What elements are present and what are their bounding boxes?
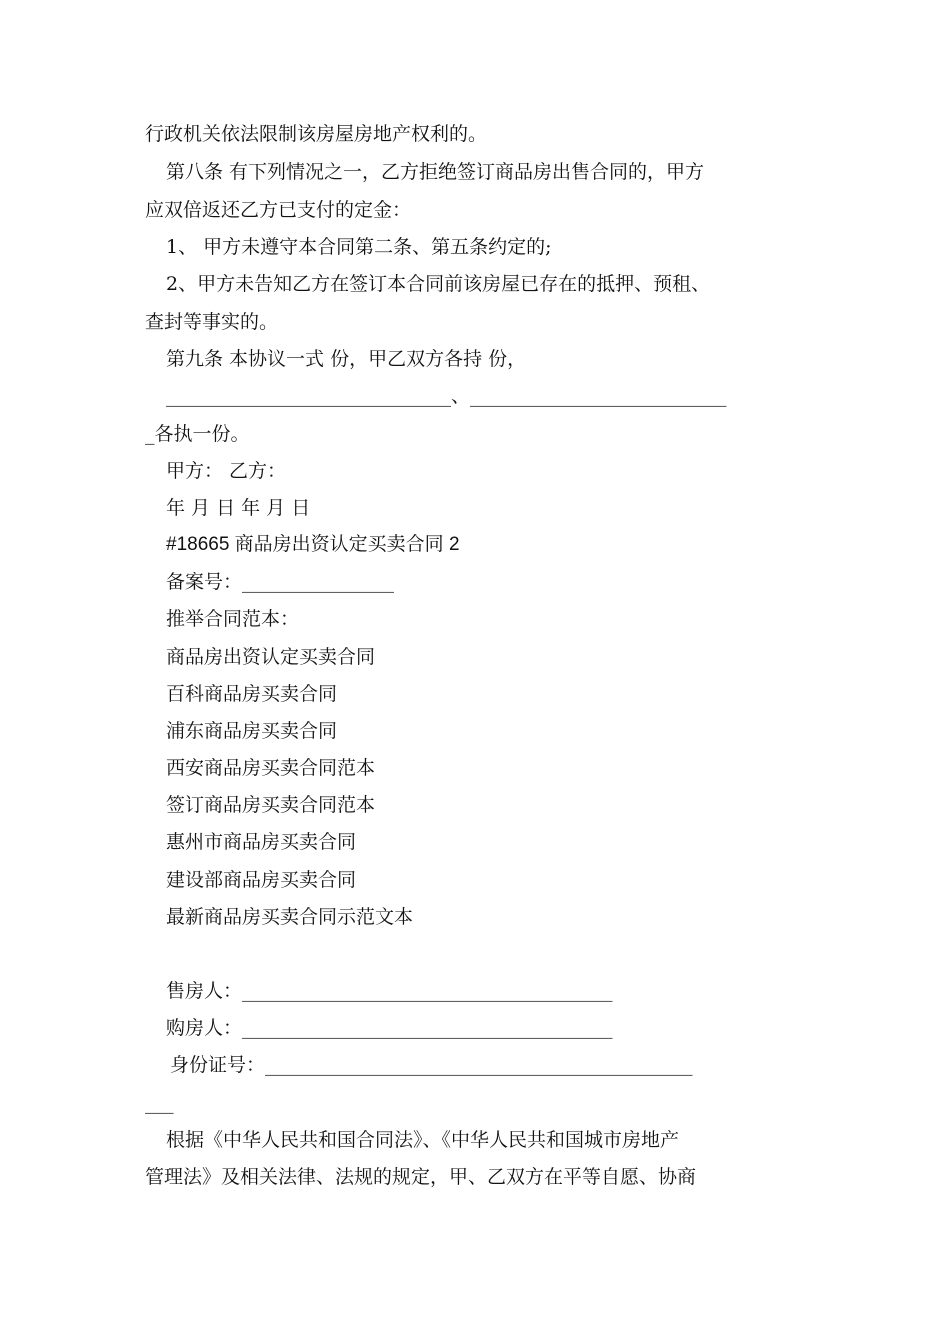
signature-blank-line: ______________________________、___________________________	[166, 385, 727, 407]
text-line: 根据《中华人民共和国合同法》、《中华人民共和国城市房地产	[166, 1129, 680, 1151]
list-item: 2、甲方未告知乙方在签订本合同前该房屋已存在的抵押、预租、	[166, 273, 711, 295]
list-item: 浦东商品房买卖合同	[166, 720, 338, 742]
text-line: _各执一份。	[145, 423, 250, 445]
article-9-heading: 第九条 本协议一式 份，甲乙双方各持 份，	[166, 348, 527, 370]
text-line: 查封等事实的。	[145, 311, 279, 333]
text-line: 行政机关依法限制该房屋房地产权利的。	[145, 123, 488, 145]
list-item: 惠州市商品房买卖合同	[166, 831, 357, 853]
filing-number-line: 备案号：________________	[166, 571, 395, 593]
article-8-heading: 第八条 有下列情况之一，乙方拒绝签订商品房出售合同的，甲方	[166, 161, 705, 183]
list-item: 1、 甲方未遵守本合同第二条、第五条约定的;	[166, 236, 552, 258]
party-labels: 甲方： 乙方：	[166, 460, 287, 482]
list-item: 西安商品房买卖合同范本	[166, 757, 376, 779]
section-title: #18665 商品房出资认定买卖合同 2	[166, 534, 460, 555]
buyer-line: 购房人：_______________________________________	[166, 1017, 613, 1039]
date-line: 年 月 日 年 月 日	[166, 497, 311, 519]
text-line: ___	[145, 1092, 174, 1114]
list-item: 建设部商品房买卖合同	[166, 869, 357, 891]
id-number-line: 身份证号：_____________________________________________	[170, 1054, 693, 1076]
recommended-templates-heading: 推举合同范本：	[166, 608, 300, 630]
text-line: 管理法》及相关法律、法规的规定，甲、乙双方在平等自愿、协商	[145, 1166, 697, 1188]
text-line: 应双倍返还乙方已支付的定金：	[145, 199, 412, 221]
seller-line: 售房人：_______________________________________	[166, 980, 613, 1002]
list-item: 签订商品房买卖合同范本	[166, 794, 376, 816]
list-item: 百科商品房买卖合同	[166, 683, 338, 705]
list-item: 最新商品房买卖合同示范文本	[166, 906, 414, 928]
list-item: 商品房出资认定买卖合同	[166, 646, 376, 668]
